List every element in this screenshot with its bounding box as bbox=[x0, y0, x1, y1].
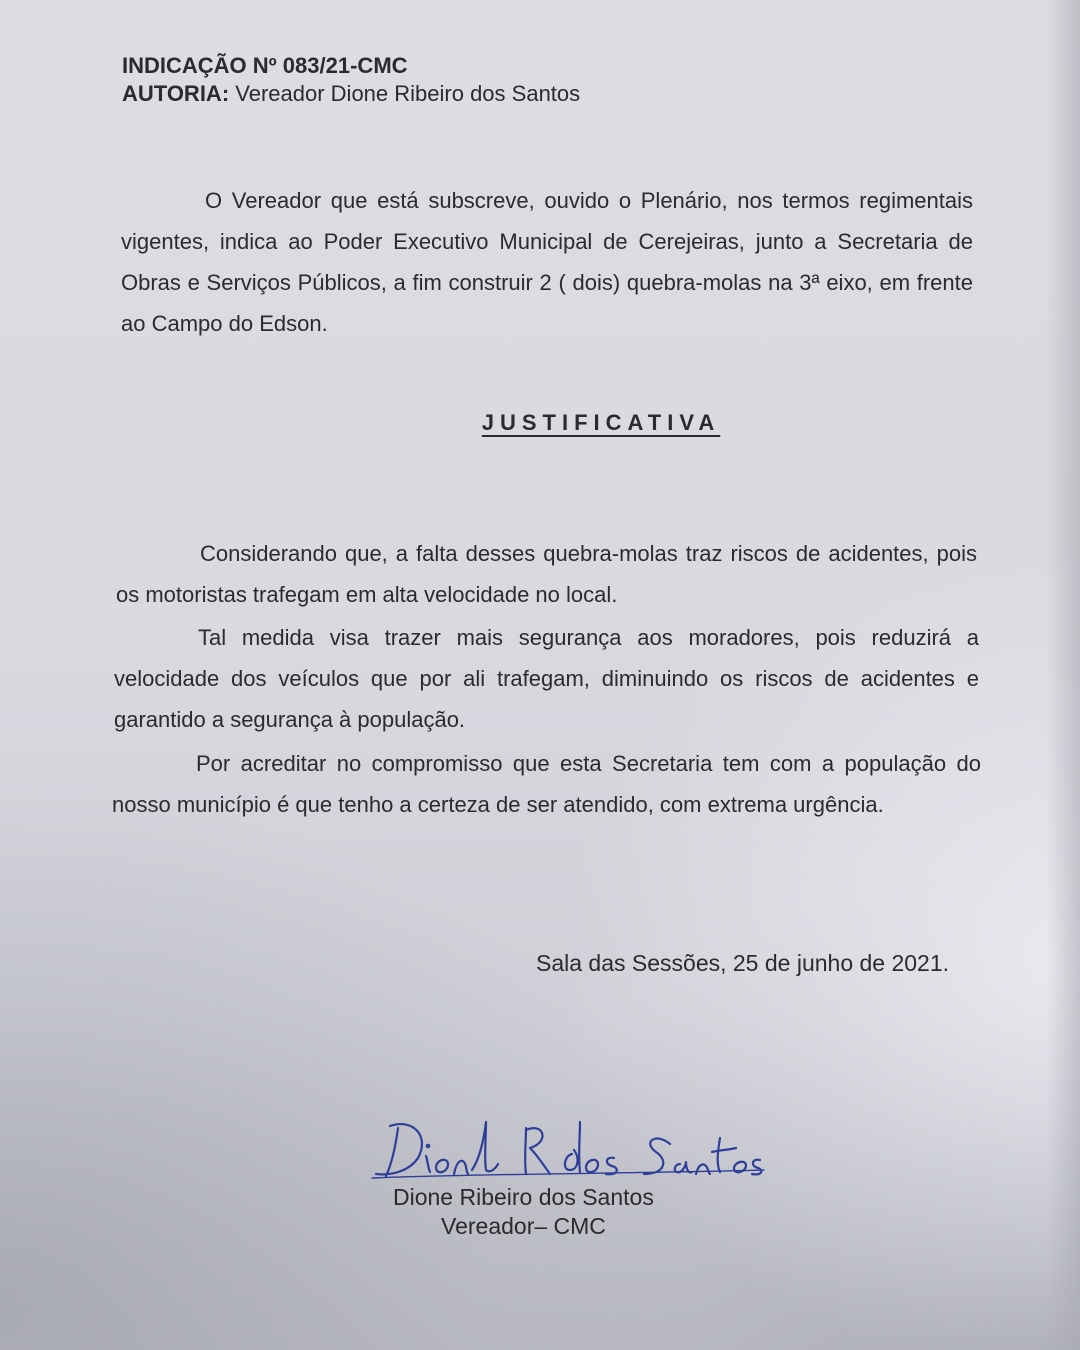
document-header bbox=[122, 52, 580, 108]
authorship-line bbox=[122, 80, 580, 108]
signatory-name: Dione Ribeiro dos Santos bbox=[393, 1184, 654, 1210]
justification-paragraph-3: Por acreditar no compromisso que esta Secretaria tem com a população do nosso município é que tenho a certeza de ser atendido, com extrema urgência. bbox=[112, 751, 981, 817]
justification-paragraph-2: Tal medida visa trazer mais segurança aos moradores, pois reduzirá a velocidade dos veículos que por ali trafegam, diminuindo os riscos de acidentes e garantido a segurança à população. bbox=[114, 625, 979, 732]
authorship-value: Vereador Dione Ribeiro dos Santos bbox=[229, 81, 581, 106]
paper-edge-shadow bbox=[1046, 0, 1080, 1350]
justification-heading: JUSTIFICATIVA bbox=[481, 410, 721, 435]
justification-paragraph-1: Considerando que, a falta desses quebra-molas traz riscos de acidentes, pois os motoristas trafegam em alta velocidade no local. bbox=[116, 541, 977, 607]
session-date: Sala das Sessões, 25 de junho de 2021. bbox=[536, 950, 950, 976]
indication-number: INDICAÇÃO Nº 083/21-CMC bbox=[122, 53, 408, 78]
intro-paragraph: O Vereador que está subscreve, ouvido o Plenário, nos termos regimentais vigentes, indica ao Poder Executivo Municipal de Cerejeiras, junto a Secretaria de Obras e Serviços Públicos, a fim construir 2 ( dois) quebra-molas na 3ª eixo, em frente ao Campo do Edson. bbox=[121, 188, 973, 336]
signatory-role: Vereador– CMC bbox=[441, 1213, 606, 1239]
authorship-label: AUTORIA: bbox=[122, 81, 230, 106]
handwritten-signature bbox=[368, 1108, 768, 1188]
